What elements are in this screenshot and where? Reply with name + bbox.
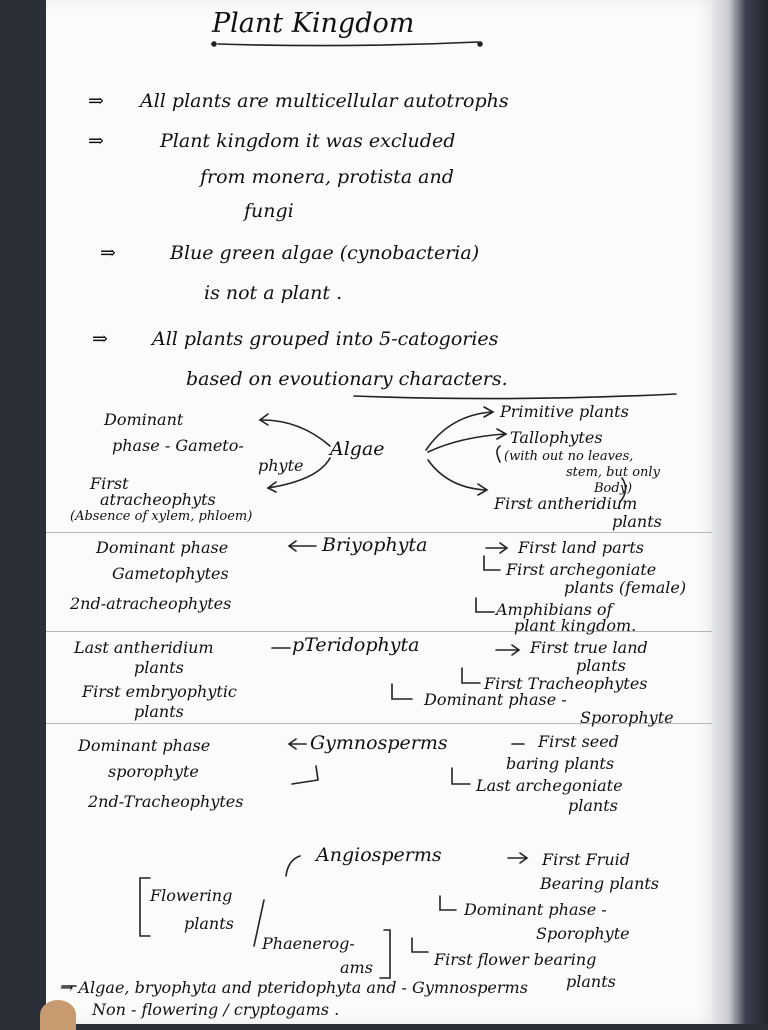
gymnosperms-left-text: 2nd-Tracheophytes <box>88 792 244 811</box>
algae-left-text: Dominant <box>104 410 184 429</box>
angiosperms-right-text: Bearing plants <box>540 874 660 893</box>
pteridophyta-right-text: Dominant phase - <box>424 690 567 709</box>
gymnosperms-right-text: baring plants <box>506 754 615 773</box>
pteridophyta-left-text: Last antheridium <box>74 638 214 657</box>
title-dot-left <box>212 42 216 46</box>
bryophyta-left-text: Gametophytes <box>112 564 229 583</box>
bryo-branch-1 <box>484 556 500 570</box>
angiosperms-right-text: First flower bearing <box>434 950 597 969</box>
title-dot-right <box>478 42 482 46</box>
group-name-bryophyta: Briyophyta <box>322 534 428 556</box>
bullet-text: based on evoutionary characters. <box>186 368 508 390</box>
algae-arrow-tallophyte <box>428 434 505 452</box>
page-title: Plant Kingdom <box>212 8 415 39</box>
angio-curl <box>286 856 300 876</box>
angio-bracket-left <box>140 878 150 936</box>
gymnosperms-right-text: Last archegoniate <box>476 776 623 795</box>
bullet-text: All plants grouped into 5-catogories <box>152 328 499 350</box>
pter-branch-2 <box>392 684 412 699</box>
angiosperms-left-text: Flowering <box>150 886 233 905</box>
footer-line: → Algae, bryophyta and pteridophyta and - Gymnosperms <box>60 978 528 997</box>
bullet-text: fungi <box>244 200 294 222</box>
bullet-arrow: ⇒ <box>88 130 104 152</box>
algae-left-text: First <box>90 474 129 493</box>
pteridophyta-right-text: First Tracheophytes <box>484 674 648 693</box>
bullet-arrow: ⇒ <box>92 328 108 350</box>
angio-branch-2 <box>412 938 428 952</box>
bryo-branch-2 <box>476 598 494 612</box>
bryophyta-left-text: Dominant phase <box>96 538 229 557</box>
algae-right-text: Body) <box>594 481 633 496</box>
angiosperms-left-text: plants <box>184 914 234 933</box>
gymnosperms-right-text: plants <box>568 796 618 815</box>
bullet-text: from monera, protista and <box>200 166 454 188</box>
group-name-gymnosperms: Gymnosperms <box>310 732 448 754</box>
group-name-algae: Algae <box>330 438 385 460</box>
group-name-angiosperms: Angiosperms <box>316 844 442 866</box>
bryophyta-right-text: plants (female) <box>564 578 687 597</box>
pteridophyta-right-text: Sporophyte <box>580 708 674 727</box>
bryophyta-right-text: Amphibians of <box>496 600 613 619</box>
pteridophyta-left-text: plants <box>134 658 184 677</box>
tallophyte-bracket <box>497 446 500 462</box>
angio-branch-1 <box>440 896 456 910</box>
algae-right-text: First antheridium <box>494 494 638 513</box>
angiosperms-right-text: Dominant phase - <box>464 900 607 919</box>
algae-right-text: plants <box>612 512 662 531</box>
angiosperms-right-text: plants <box>566 972 616 991</box>
angiosperms-left-text: Phaenerog- <box>262 934 355 953</box>
bullet-text: Plant kingdom it was excluded <box>160 130 456 152</box>
bullet-text: Blue green algae (cynobacteria) <box>170 242 480 264</box>
bryophyta-right-text: First archegoniate <box>506 560 657 579</box>
gymno-branch-1 <box>292 766 318 784</box>
algae-left-text: phase - Gameto- <box>112 436 244 455</box>
gymnosperms-left-text: Dominant phase <box>78 736 211 755</box>
algae-arrow-primitive <box>426 412 492 450</box>
angiosperms-right-text: Sporophyte <box>536 924 630 943</box>
pteridophyta-right-text: plants <box>576 656 626 675</box>
bullet-arrow: ⇒ <box>100 242 116 264</box>
algae-left-text: phyte <box>258 456 304 475</box>
footer-line: Non - flowering / cryptogams . <box>92 1000 340 1019</box>
algae-right-text: (with out no leaves, <box>504 449 634 464</box>
separator-algae <box>46 532 712 533</box>
algae-arrow-dominant <box>262 420 330 446</box>
group-name-pteridophyta: pTeridophyta <box>292 634 420 656</box>
title-underline <box>218 42 478 46</box>
angiosperms-left-text: ams <box>340 958 373 977</box>
algae-right-text: Tallophytes <box>510 428 603 447</box>
bullet-text: All plants are multicellular autotrophs <box>140 90 509 112</box>
pteridophyta-left-text: plants <box>134 702 184 721</box>
pteridophyta-right-text: First true land <box>530 638 648 657</box>
bryophyta-left-text: 2nd-atracheophytes <box>70 594 232 613</box>
bryophyta-right-text: First land parts <box>518 538 644 557</box>
gymnosperms-right-text: First seed <box>538 732 619 751</box>
bryophyta-right-text: plant kingdom. <box>514 616 637 635</box>
characters-underline <box>354 394 676 399</box>
bullet-arrow: ⇒ <box>88 90 104 112</box>
bullet-text: is not a plant . <box>204 282 343 304</box>
gymno-branch-2 <box>452 768 470 784</box>
algae-left-text: atracheophyts <box>100 490 216 509</box>
pter-branch-1 <box>462 668 480 683</box>
thumb <box>40 1000 76 1030</box>
algae-right-text: Primitive plants <box>500 402 629 421</box>
algae-right-text: stem, but only <box>566 465 660 480</box>
angio-bracket-right <box>380 930 390 978</box>
pteridophyta-left-text: First embryophytic <box>82 682 237 701</box>
algae-arrow-antheridium <box>428 460 486 490</box>
gymnosperms-left-text: sporophyte <box>108 762 199 781</box>
angiosperms-right-text: First Fruid <box>542 850 631 869</box>
algae-left-text: (Absence of xylem, phloem) <box>70 509 253 524</box>
